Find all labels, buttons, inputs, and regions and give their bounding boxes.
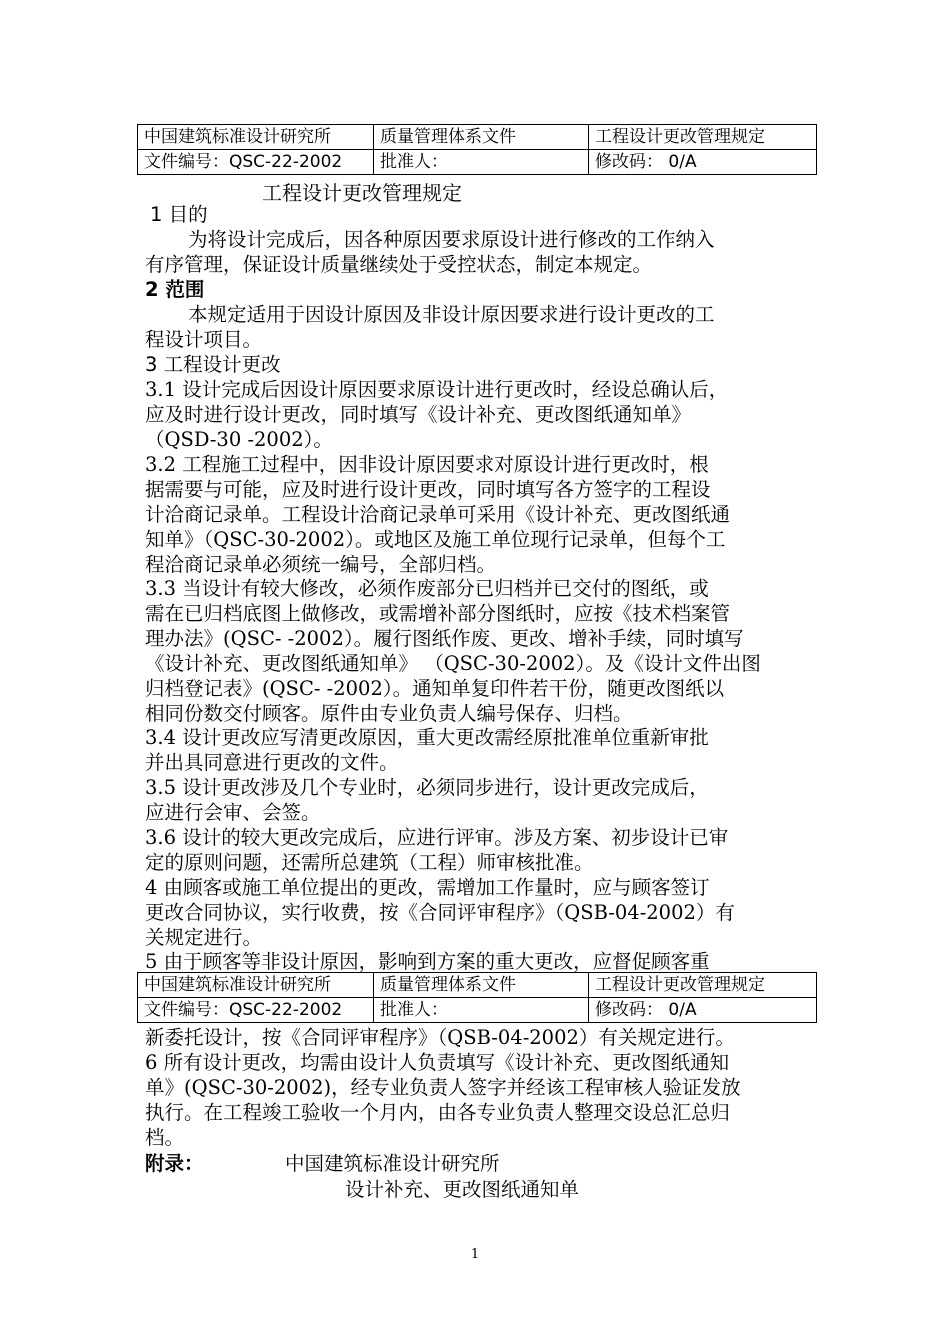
paragraph-line: 据需要与可能，应及时进行设计更改，同时填写各方签字的工程设	[145, 478, 711, 501]
header-approver: 批准人：	[374, 998, 589, 1023]
paragraph-line: 3.2 工程施工过程中，因非设计原因要求对原设计进行更改时，根	[145, 453, 709, 476]
paragraph-line: 执行。在工程竣工验收一个月内，由各专业负责人整理交设总汇总归	[145, 1101, 731, 1124]
header-file-no: 文件编号：QSC-22-2002	[138, 998, 374, 1023]
header-doc-type: 质量管理体系文件	[374, 973, 589, 998]
paragraph-line: 程设计项目。	[145, 328, 263, 351]
header-doc-type: 质量管理体系文件	[374, 125, 589, 150]
paragraph-line: 归档登记表》(QSC- -2002）。通知单复印件若干份，随更改图纸以	[145, 677, 725, 700]
appendix-org: 中国建筑标准设计研究所	[285, 1152, 500, 1175]
header-doc-title: 工程设计更改管理规定	[589, 973, 817, 998]
paragraph-line: 3.6 设计的较大更改完成后，应进行评审。涉及方案、初步设计已审	[145, 826, 729, 849]
paragraph-line: （QSD-30 -2002）。	[145, 428, 333, 451]
paragraph-line: 新委托设计，按《合同评审程序》（QSB-04-2002）有关规定进行。	[145, 1026, 735, 1049]
paragraph-line: 6 所有设计更改，均需由设计人负责填写《设计补充、更改图纸通知	[145, 1051, 730, 1074]
header-table	[137, 124, 817, 175]
section-heading: 1 目的	[150, 203, 208, 226]
page-number: 1	[470, 1247, 480, 1262]
paragraph-line: 更改合同协议，实行收费，按《合同评审程序》（QSB-04-2002）有	[145, 901, 735, 924]
paragraph-line: 3.1 设计完成后因设计原因要求原设计进行更改时，经设总确认后，	[145, 378, 729, 401]
paragraph-line: 理办法》(QSC- -2002）。履行图纸作废、更改、增补手续，同时填写	[145, 627, 744, 650]
paragraph-line: 需在已归档底图上做修改，或需增补部分图纸时，应按《技术档案管	[145, 602, 731, 625]
header-approver: 批准人：	[374, 150, 589, 175]
appendix-form-title: 设计补充、更改图纸通知单	[345, 1178, 580, 1201]
paragraph-line: 定的原则问题，还需所总建筑（工程）师审核批准。	[145, 851, 594, 874]
paragraph-line: 《设计补充、更改图纸通知单》 （QSC-30-2002）。及《设计文件出图	[145, 652, 761, 675]
section-heading: 2 范围	[145, 278, 205, 301]
repeated-header-table	[137, 972, 817, 1023]
header-revision: 修改码： 0/A	[589, 998, 817, 1023]
paragraph-line: 4 由顾客或施工单位提出的更改，需增加工作量时，应与顾客签订	[145, 876, 710, 899]
paragraph-line: 3.3 当设计有较大修改，必须作废部分已归档并已交付的图纸，或	[145, 577, 709, 600]
header-doc-title: 工程设计更改管理规定	[589, 125, 817, 150]
paragraph-line: 并出具同意进行更改的文件。	[145, 751, 399, 774]
paragraph-line: 有序管理，保证设计质量继续处于受控状态，制定本规定。	[145, 253, 653, 276]
paragraph-line: 知单》（QSC-30-2002）。或地区及施工单位现行记录单，但每个工	[145, 528, 726, 551]
appendix-label: 附录：	[145, 1152, 204, 1175]
paragraph-line: 档。	[145, 1126, 185, 1149]
paragraph-line: 本规定适用于因设计原因及非设计原因要求进行设计更改的工	[188, 303, 715, 326]
header-file-no: 文件编号：QSC-22-2002	[138, 150, 374, 175]
paragraph-line: 计洽商记录单。工程设计洽商记录单可采用《设计补充、更改图纸通	[145, 503, 731, 526]
paragraph-line: 3.4 设计更改应写清更改原因，重大更改需经原批准单位重新审批	[145, 726, 709, 749]
paragraph-line: 单》(QSC-30-2002)，经专业负责人签字并经该工程审核人验证发放	[145, 1076, 741, 1099]
paragraph-line: 5 由于顾客等非设计原因，影响到方案的重大更改，应督促顾客重	[145, 950, 710, 973]
header-revision: 修改码： 0/A	[589, 150, 817, 175]
paragraph-line: 应及时进行设计更改，同时填写《设计补充、更改图纸通知单》	[145, 403, 692, 426]
paragraph-line: 相同份数交付顾客。原件由专业负责人编号保存、归档。	[145, 702, 633, 725]
paragraph-line: 3.5 设计更改涉及几个专业时，必须同步进行，设计更改完成后，	[145, 776, 709, 799]
header-org: 中国建筑标准设计研究所	[138, 973, 374, 998]
paragraph-line: 程洽商记录单必须统一编号，全部归档。	[145, 553, 497, 576]
header-org: 中国建筑标准设计研究所	[138, 125, 374, 150]
paragraph-line: 应进行会审、会签。	[145, 801, 321, 824]
paragraph-line: 为将设计完成后，因各种原因要求原设计进行修改的工作纳入	[188, 228, 715, 251]
document-title: 工程设计更改管理规定	[262, 181, 462, 205]
section-heading: 3 工程设计更改	[145, 353, 281, 376]
paragraph-line: 关规定进行。	[145, 926, 263, 949]
